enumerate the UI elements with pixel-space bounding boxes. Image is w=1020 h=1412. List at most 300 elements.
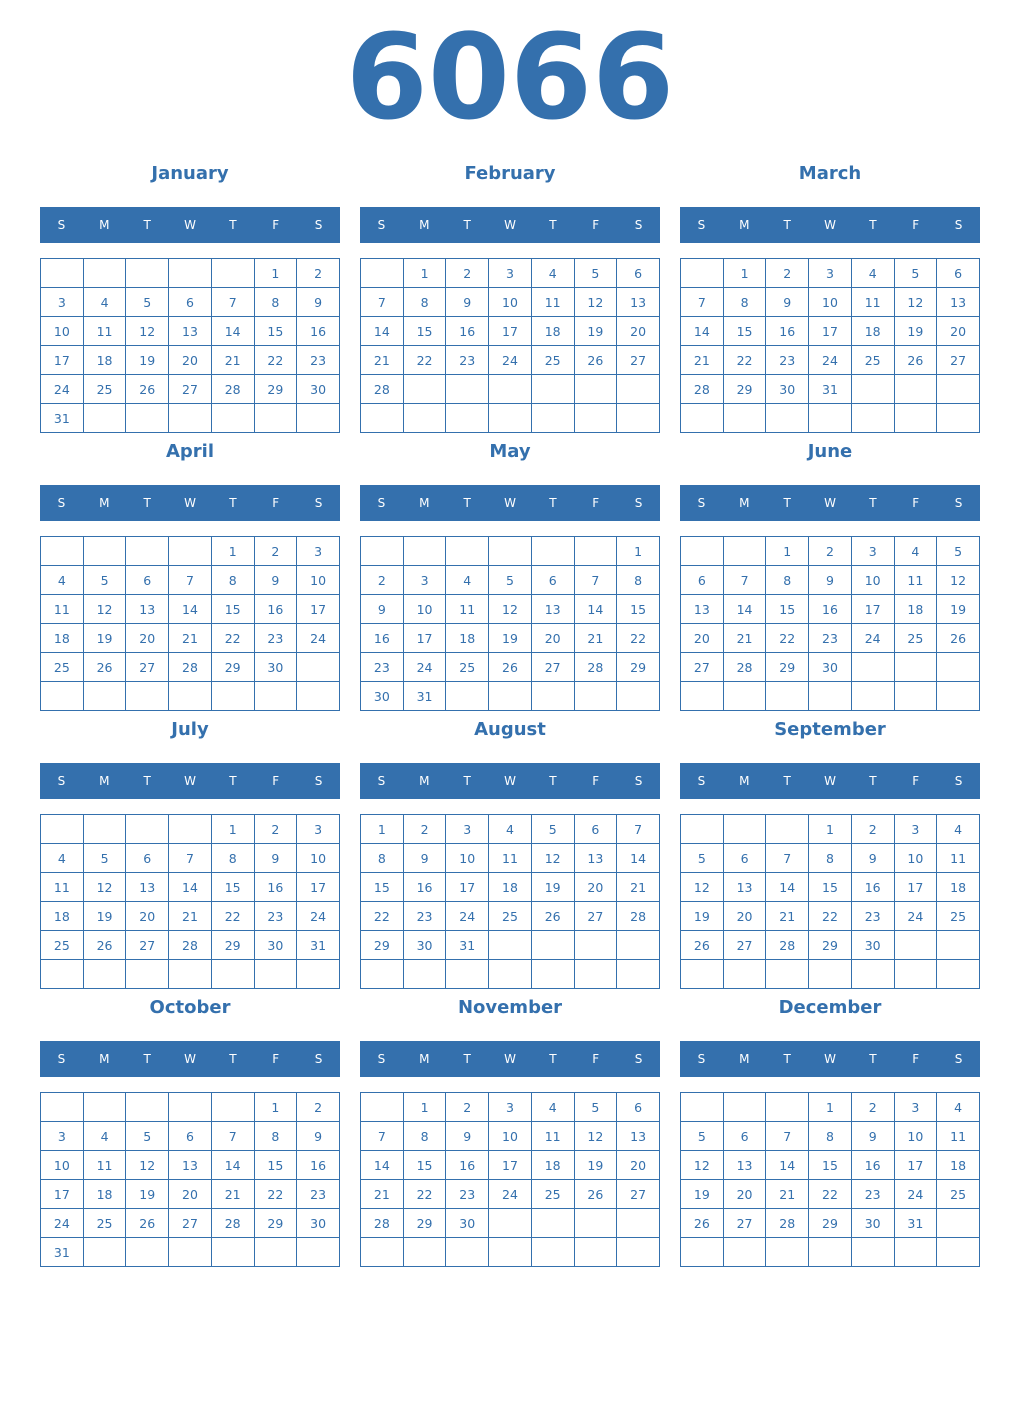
weekday-label: F bbox=[592, 496, 600, 510]
day-cell: 20 bbox=[937, 317, 980, 346]
day-cell: 21 bbox=[617, 873, 660, 902]
day-cell: 11 bbox=[489, 844, 532, 873]
day-cell: 20 bbox=[126, 624, 169, 653]
day-cell: 8 bbox=[809, 844, 852, 873]
weekday-label: S bbox=[954, 1052, 963, 1066]
day-cell: 25 bbox=[531, 1180, 574, 1209]
day-cell: 19 bbox=[489, 624, 532, 653]
weekday-label: S bbox=[57, 496, 66, 510]
day-cell: 24 bbox=[403, 653, 446, 682]
day-cell: 16 bbox=[297, 1151, 340, 1180]
weekday-label: F bbox=[272, 1052, 280, 1066]
day-cell: 7 bbox=[361, 288, 404, 317]
day-cell bbox=[489, 1238, 532, 1267]
weekday-label: S bbox=[954, 496, 963, 510]
day-cell bbox=[617, 960, 660, 989]
month-name: March bbox=[798, 163, 862, 184]
day-cell: 13 bbox=[169, 317, 212, 346]
day-cell: 22 bbox=[254, 1180, 297, 1209]
day-cell bbox=[766, 1238, 809, 1267]
day-cell bbox=[211, 1238, 254, 1267]
weekday-label: S bbox=[697, 1052, 706, 1066]
week-row bbox=[681, 902, 980, 931]
day-cell bbox=[574, 375, 617, 404]
day-cell bbox=[937, 375, 980, 404]
day-cell bbox=[937, 960, 980, 989]
day-grid bbox=[360, 258, 660, 433]
weekday-label: W bbox=[824, 1052, 836, 1066]
day-cell: 18 bbox=[531, 1151, 574, 1180]
week-row bbox=[41, 259, 340, 288]
day-cell: 12 bbox=[681, 1151, 724, 1180]
day-cell: 17 bbox=[489, 317, 532, 346]
day-cell bbox=[297, 653, 340, 682]
day-cell: 30 bbox=[297, 1209, 340, 1238]
month-name: October bbox=[149, 997, 231, 1018]
day-cell: 16 bbox=[851, 1151, 894, 1180]
day-cell bbox=[83, 537, 126, 566]
week-row bbox=[681, 1151, 980, 1180]
week-row bbox=[681, 960, 980, 989]
day-cell: 18 bbox=[83, 1180, 126, 1209]
day-cell: 6 bbox=[574, 815, 617, 844]
day-cell: 14 bbox=[361, 317, 404, 346]
day-cell bbox=[83, 259, 126, 288]
day-cell: 30 bbox=[297, 375, 340, 404]
day-cell bbox=[211, 1093, 254, 1122]
day-cell: 12 bbox=[574, 1122, 617, 1151]
weekday-label: T bbox=[143, 496, 151, 510]
week-row bbox=[41, 815, 340, 844]
day-cell: 16 bbox=[766, 317, 809, 346]
month-name: December bbox=[778, 997, 882, 1018]
day-cell: 3 bbox=[489, 259, 532, 288]
day-cell: 17 bbox=[403, 624, 446, 653]
week-row bbox=[41, 566, 340, 595]
day-cell: 16 bbox=[851, 873, 894, 902]
day-cell bbox=[681, 682, 724, 711]
day-cell: 26 bbox=[531, 902, 574, 931]
day-cell: 1 bbox=[211, 815, 254, 844]
day-cell bbox=[361, 1093, 404, 1122]
day-cell: 28 bbox=[211, 375, 254, 404]
day-cell: 20 bbox=[126, 902, 169, 931]
weekday-label: T bbox=[463, 774, 471, 788]
weekday-header bbox=[40, 763, 340, 799]
day-cell: 1 bbox=[766, 537, 809, 566]
day-cell: 1 bbox=[254, 259, 297, 288]
day-cell: 28 bbox=[574, 653, 617, 682]
day-cell bbox=[766, 682, 809, 711]
day-cell: 2 bbox=[254, 815, 297, 844]
weekday-header bbox=[680, 207, 980, 243]
day-grid bbox=[680, 814, 980, 989]
month-name: September bbox=[774, 719, 886, 740]
day-cell: 20 bbox=[723, 1180, 766, 1209]
day-cell: 13 bbox=[126, 873, 169, 902]
weekday-header bbox=[680, 1041, 980, 1077]
day-cell: 25 bbox=[937, 902, 980, 931]
month-name: January bbox=[151, 163, 229, 184]
month-name: February bbox=[464, 163, 556, 184]
weekday-label: F bbox=[272, 218, 280, 232]
day-cell bbox=[361, 404, 404, 433]
day-cell: 7 bbox=[766, 844, 809, 873]
day-cell bbox=[894, 653, 937, 682]
weekday-label: T bbox=[869, 1052, 877, 1066]
weekday-header bbox=[360, 485, 660, 521]
weekday-label: W bbox=[184, 218, 196, 232]
day-cell bbox=[851, 653, 894, 682]
day-cell: 1 bbox=[723, 259, 766, 288]
week-row bbox=[361, 259, 660, 288]
day-cell: 21 bbox=[361, 1180, 404, 1209]
day-cell bbox=[169, 404, 212, 433]
day-cell: 2 bbox=[254, 537, 297, 566]
weekday-label: W bbox=[504, 218, 516, 232]
day-cell: 12 bbox=[937, 566, 980, 595]
weekday-header bbox=[40, 485, 340, 521]
day-cell: 10 bbox=[403, 595, 446, 624]
day-cell bbox=[169, 537, 212, 566]
day-cell: 1 bbox=[403, 259, 446, 288]
day-cell bbox=[446, 960, 489, 989]
week-row bbox=[681, 1180, 980, 1209]
day-cell bbox=[169, 259, 212, 288]
day-cell bbox=[894, 931, 937, 960]
day-cell: 20 bbox=[531, 624, 574, 653]
day-cell bbox=[126, 960, 169, 989]
day-cell: 14 bbox=[574, 595, 617, 624]
weekday-label: W bbox=[504, 774, 516, 788]
day-cell: 9 bbox=[254, 566, 297, 595]
day-cell: 8 bbox=[809, 1122, 852, 1151]
day-cell: 3 bbox=[809, 259, 852, 288]
day-cell: 18 bbox=[937, 873, 980, 902]
day-cell: 18 bbox=[937, 1151, 980, 1180]
weekday-label: M bbox=[419, 218, 430, 232]
day-cell: 10 bbox=[297, 566, 340, 595]
day-cell: 4 bbox=[937, 815, 980, 844]
day-cell: 10 bbox=[41, 1151, 84, 1180]
day-cell: 11 bbox=[894, 566, 937, 595]
weekday-header bbox=[680, 485, 980, 521]
day-cell bbox=[617, 375, 660, 404]
day-cell: 3 bbox=[894, 815, 937, 844]
week-row bbox=[361, 566, 660, 595]
week-row bbox=[41, 1238, 340, 1267]
day-cell bbox=[254, 1238, 297, 1267]
day-cell: 8 bbox=[723, 288, 766, 317]
day-cell: 26 bbox=[126, 375, 169, 404]
day-cell bbox=[403, 375, 446, 404]
weekday-label: F bbox=[912, 1052, 920, 1066]
day-cell: 9 bbox=[809, 566, 852, 595]
month-name: August bbox=[474, 719, 546, 740]
day-cell: 6 bbox=[531, 566, 574, 595]
weekday-label: T bbox=[549, 218, 557, 232]
day-cell bbox=[894, 375, 937, 404]
day-cell: 29 bbox=[723, 375, 766, 404]
day-cell: 10 bbox=[894, 844, 937, 873]
day-cell bbox=[169, 815, 212, 844]
day-cell: 7 bbox=[723, 566, 766, 595]
day-cell: 13 bbox=[126, 595, 169, 624]
week-row bbox=[41, 902, 340, 931]
day-cell bbox=[126, 1093, 169, 1122]
day-cell: 8 bbox=[211, 566, 254, 595]
day-cell: 10 bbox=[894, 1122, 937, 1151]
day-cell bbox=[489, 375, 532, 404]
week-row bbox=[361, 1180, 660, 1209]
weekday-label: F bbox=[592, 1052, 600, 1066]
day-cell: 2 bbox=[297, 1093, 340, 1122]
day-cell: 15 bbox=[403, 317, 446, 346]
day-cell: 17 bbox=[809, 317, 852, 346]
day-cell: 13 bbox=[723, 1151, 766, 1180]
week-row bbox=[361, 317, 660, 346]
day-cell: 5 bbox=[126, 1122, 169, 1151]
day-cell bbox=[681, 1093, 724, 1122]
day-grid bbox=[40, 536, 340, 711]
day-cell: 14 bbox=[169, 873, 212, 902]
week-row bbox=[681, 317, 980, 346]
weekday-label: S bbox=[377, 1052, 386, 1066]
day-cell bbox=[937, 1238, 980, 1267]
day-cell bbox=[766, 815, 809, 844]
weekday-label: M bbox=[99, 218, 110, 232]
weekday-header bbox=[360, 207, 660, 243]
day-cell: 5 bbox=[489, 566, 532, 595]
day-cell: 9 bbox=[446, 288, 489, 317]
day-cell: 7 bbox=[574, 566, 617, 595]
day-cell bbox=[851, 404, 894, 433]
day-cell: 14 bbox=[766, 1151, 809, 1180]
day-cell: 18 bbox=[446, 624, 489, 653]
weekday-label: M bbox=[419, 496, 430, 510]
day-cell: 21 bbox=[169, 624, 212, 653]
weekday-label: F bbox=[912, 218, 920, 232]
day-cell bbox=[211, 682, 254, 711]
day-cell: 30 bbox=[361, 682, 404, 711]
day-cell: 26 bbox=[894, 346, 937, 375]
week-row bbox=[361, 288, 660, 317]
day-cell: 23 bbox=[851, 1180, 894, 1209]
week-row bbox=[361, 1093, 660, 1122]
day-cell bbox=[531, 1238, 574, 1267]
day-cell bbox=[574, 1209, 617, 1238]
day-cell: 31 bbox=[403, 682, 446, 711]
weekday-label: F bbox=[272, 774, 280, 788]
week-row bbox=[41, 682, 340, 711]
day-cell: 28 bbox=[169, 653, 212, 682]
day-cell: 2 bbox=[403, 815, 446, 844]
day-cell: 21 bbox=[211, 346, 254, 375]
weekday-label: S bbox=[314, 496, 323, 510]
weekday-label: M bbox=[419, 774, 430, 788]
weekday-label: S bbox=[377, 774, 386, 788]
day-cell bbox=[297, 682, 340, 711]
week-row bbox=[41, 288, 340, 317]
day-cell bbox=[681, 960, 724, 989]
day-cell bbox=[211, 404, 254, 433]
weekday-label: S bbox=[954, 774, 963, 788]
day-cell: 23 bbox=[766, 346, 809, 375]
week-row bbox=[361, 1151, 660, 1180]
day-cell: 14 bbox=[211, 317, 254, 346]
day-cell bbox=[531, 1209, 574, 1238]
day-cell: 23 bbox=[254, 902, 297, 931]
day-cell: 5 bbox=[574, 259, 617, 288]
day-cell bbox=[41, 1093, 84, 1122]
day-cell: 21 bbox=[766, 902, 809, 931]
day-cell: 15 bbox=[766, 595, 809, 624]
day-cell bbox=[41, 259, 84, 288]
day-cell: 27 bbox=[723, 931, 766, 960]
weekday-label: T bbox=[229, 1052, 237, 1066]
week-row bbox=[41, 1209, 340, 1238]
day-cell bbox=[809, 960, 852, 989]
day-cell: 19 bbox=[681, 902, 724, 931]
day-cell bbox=[894, 960, 937, 989]
day-cell bbox=[126, 1238, 169, 1267]
day-cell: 8 bbox=[617, 566, 660, 595]
day-cell: 17 bbox=[894, 1151, 937, 1180]
day-cell bbox=[574, 682, 617, 711]
day-cell: 23 bbox=[851, 902, 894, 931]
day-cell: 24 bbox=[894, 1180, 937, 1209]
day-cell: 21 bbox=[681, 346, 724, 375]
day-cell: 26 bbox=[574, 1180, 617, 1209]
day-cell: 10 bbox=[851, 566, 894, 595]
day-cell: 29 bbox=[809, 931, 852, 960]
weekday-label: M bbox=[99, 496, 110, 510]
weekday-label: T bbox=[143, 774, 151, 788]
day-cell: 12 bbox=[126, 1151, 169, 1180]
day-cell: 2 bbox=[851, 815, 894, 844]
weekday-label: W bbox=[504, 496, 516, 510]
day-cell: 29 bbox=[766, 653, 809, 682]
day-cell bbox=[169, 1093, 212, 1122]
day-cell: 24 bbox=[489, 346, 532, 375]
day-cell: 8 bbox=[211, 844, 254, 873]
day-cell bbox=[617, 404, 660, 433]
day-cell bbox=[83, 960, 126, 989]
day-cell: 28 bbox=[723, 653, 766, 682]
day-cell bbox=[489, 960, 532, 989]
day-cell: 17 bbox=[894, 873, 937, 902]
week-row bbox=[361, 537, 660, 566]
day-cell bbox=[361, 960, 404, 989]
day-cell: 21 bbox=[211, 1180, 254, 1209]
day-cell bbox=[126, 815, 169, 844]
day-cell: 20 bbox=[574, 873, 617, 902]
week-row bbox=[361, 873, 660, 902]
day-cell bbox=[894, 404, 937, 433]
day-cell bbox=[83, 1093, 126, 1122]
day-cell: 6 bbox=[126, 844, 169, 873]
day-cell: 24 bbox=[297, 624, 340, 653]
day-cell bbox=[723, 1238, 766, 1267]
day-cell: 20 bbox=[617, 1151, 660, 1180]
day-cell bbox=[531, 537, 574, 566]
day-cell: 15 bbox=[403, 1151, 446, 1180]
day-cell: 22 bbox=[403, 1180, 446, 1209]
day-cell: 24 bbox=[297, 902, 340, 931]
day-cell: 14 bbox=[169, 595, 212, 624]
day-cell: 7 bbox=[211, 1122, 254, 1151]
day-cell: 24 bbox=[894, 902, 937, 931]
day-cell: 18 bbox=[83, 346, 126, 375]
day-cell bbox=[446, 404, 489, 433]
day-cell: 30 bbox=[851, 1209, 894, 1238]
day-cell bbox=[489, 682, 532, 711]
day-cell: 24 bbox=[41, 1209, 84, 1238]
day-cell: 21 bbox=[723, 624, 766, 653]
day-cell: 12 bbox=[83, 873, 126, 902]
week-row bbox=[41, 1093, 340, 1122]
weekday-header bbox=[40, 207, 340, 243]
day-cell bbox=[361, 259, 404, 288]
day-cell: 19 bbox=[574, 317, 617, 346]
day-cell: 1 bbox=[809, 1093, 852, 1122]
day-cell: 16 bbox=[254, 873, 297, 902]
day-cell bbox=[851, 1238, 894, 1267]
weekday-label: M bbox=[99, 1052, 110, 1066]
day-cell: 29 bbox=[809, 1209, 852, 1238]
week-row bbox=[681, 375, 980, 404]
day-cell: 19 bbox=[126, 1180, 169, 1209]
weekday-label: T bbox=[549, 496, 557, 510]
day-cell bbox=[723, 404, 766, 433]
day-cell: 6 bbox=[723, 844, 766, 873]
day-cell: 8 bbox=[766, 566, 809, 595]
week-row bbox=[361, 624, 660, 653]
day-cell: 11 bbox=[531, 1122, 574, 1151]
weekday-label: W bbox=[824, 218, 836, 232]
week-row bbox=[41, 537, 340, 566]
day-grid bbox=[680, 258, 980, 433]
day-cell: 26 bbox=[937, 624, 980, 653]
day-cell bbox=[297, 404, 340, 433]
weekday-label: T bbox=[549, 1052, 557, 1066]
day-cell: 14 bbox=[723, 595, 766, 624]
day-cell: 13 bbox=[531, 595, 574, 624]
day-cell: 22 bbox=[211, 624, 254, 653]
weekday-label: W bbox=[824, 496, 836, 510]
day-cell: 10 bbox=[297, 844, 340, 873]
day-cell bbox=[681, 1238, 724, 1267]
day-cell: 7 bbox=[361, 1122, 404, 1151]
day-cell: 27 bbox=[617, 346, 660, 375]
day-cell: 29 bbox=[403, 1209, 446, 1238]
day-cell bbox=[531, 375, 574, 404]
weekday-label: S bbox=[634, 496, 643, 510]
week-row bbox=[41, 346, 340, 375]
week-row bbox=[361, 375, 660, 404]
week-row bbox=[681, 931, 980, 960]
day-cell: 28 bbox=[617, 902, 660, 931]
day-cell: 25 bbox=[851, 346, 894, 375]
day-cell: 27 bbox=[126, 931, 169, 960]
day-cell bbox=[446, 682, 489, 711]
day-cell bbox=[403, 1238, 446, 1267]
day-cell bbox=[489, 1209, 532, 1238]
weekday-label: S bbox=[57, 774, 66, 788]
year-title: 6066 bbox=[345, 8, 675, 146]
day-cell: 19 bbox=[83, 624, 126, 653]
day-cell bbox=[489, 404, 532, 433]
